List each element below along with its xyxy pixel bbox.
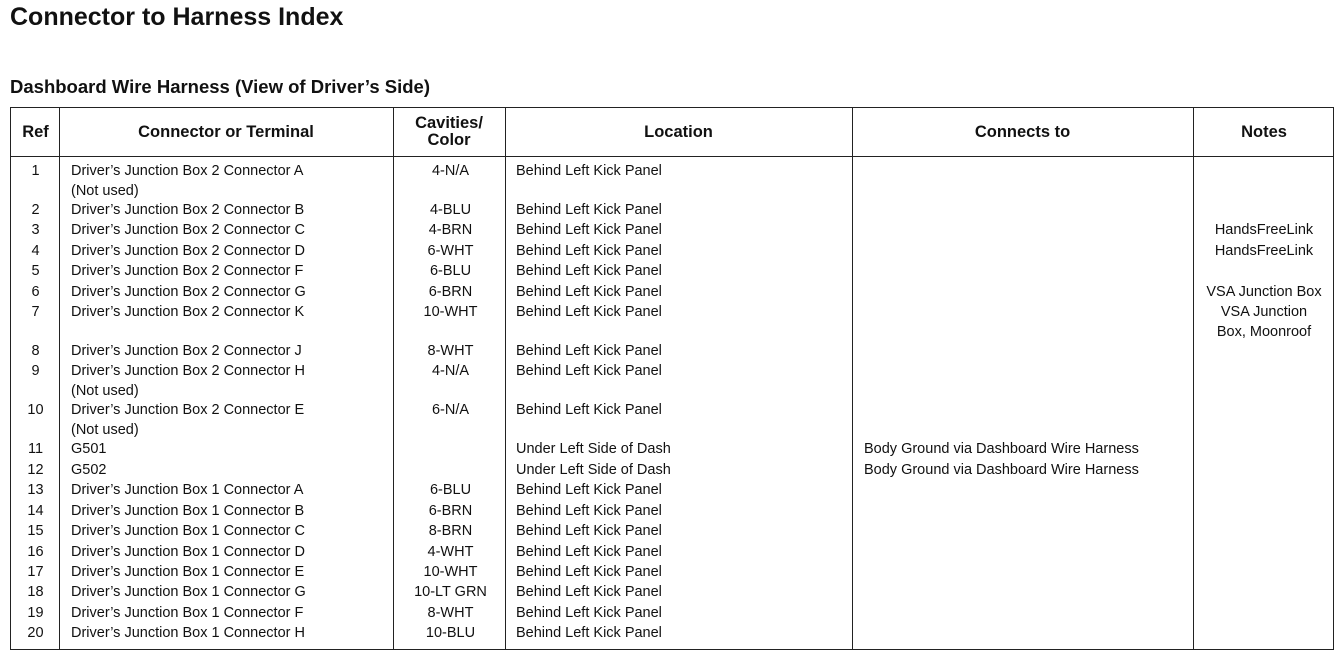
harness-table: [10, 107, 1334, 650]
cell-location: Behind Left Kick Panel: [516, 284, 662, 300]
cell-connector: Driver’s Junction Box 1 Connector B: [71, 503, 305, 519]
column-divider: [852, 108, 853, 649]
cell-location: Under Left Side of Dash: [516, 441, 671, 457]
cell-connector: Driver’s Junction Box 2 Connector A (Not used): [71, 163, 304, 199]
cell-ref: 3: [31, 222, 40, 238]
cell-ref: 4: [31, 243, 40, 259]
cell-location: Behind Left Kick Panel: [516, 503, 662, 519]
cell-cavities: 6-BLU: [429, 263, 472, 279]
cell-ref: 12: [27, 462, 44, 478]
cell-ref: 20: [27, 625, 44, 641]
cell-cavities: 6-N/A: [431, 402, 470, 418]
cell-cavities: 10-WHT: [423, 564, 478, 580]
cell-location: Behind Left Kick Panel: [516, 163, 662, 179]
cell-ref: 17: [27, 564, 44, 580]
cell-ref: 19: [27, 605, 44, 621]
cell-ref: 1: [31, 163, 40, 179]
header-ref: Ref: [22, 122, 49, 141]
cell-connector: Driver’s Junction Box 2 Connector H (Not used): [71, 363, 305, 399]
cell-cavities: 10-BLU: [425, 625, 476, 641]
cell-cavities: 4-BLU: [429, 202, 472, 218]
cell-notes: HandsFreeLink: [1214, 222, 1314, 238]
cell-ref: 16: [27, 544, 44, 560]
cell-connector: Driver’s Junction Box 1 Connector C: [71, 523, 305, 539]
cell-ref: 11: [27, 441, 44, 457]
cell-cavities: 4-WHT: [427, 544, 474, 560]
cell-connector: Driver’s Junction Box 2 Connector D: [71, 243, 305, 259]
page-title: Connector to Harness Index: [10, 3, 344, 31]
cell-cavities: 6-BRN: [428, 503, 473, 519]
cell-location: Behind Left Kick Panel: [516, 343, 662, 359]
cell-cavities: 8-WHT: [427, 343, 474, 359]
cell-connector: Driver’s Junction Box 1 Connector E: [71, 564, 305, 580]
cell-location: Under Left Side of Dash: [516, 462, 671, 478]
cell-connector: Driver’s Junction Box 1 Connector H: [71, 625, 305, 641]
header-connects-to: Connects to: [974, 122, 1071, 141]
cell-ref: 9: [31, 363, 40, 379]
cell-connector: Driver’s Junction Box 2 Connector G: [71, 284, 306, 300]
cell-location: Behind Left Kick Panel: [516, 523, 662, 539]
section-title: Dashboard Wire Harness (View of Driver’s Side): [10, 76, 430, 97]
cell-ref: 18: [27, 584, 44, 600]
cell-connector: Driver’s Junction Box 1 Connector A: [71, 482, 304, 498]
cell-ref: 8: [31, 343, 40, 359]
cell-cavities: 10-WHT: [423, 304, 478, 320]
cell-cavities: 8-BRN: [428, 523, 473, 539]
cell-location: Behind Left Kick Panel: [516, 304, 662, 320]
cell-connector: Driver’s Junction Box 1 Connector F: [71, 605, 304, 621]
header-location: Location: [644, 122, 713, 141]
cell-location: Behind Left Kick Panel: [516, 564, 662, 580]
cell-cavities: 4-N/A: [431, 163, 470, 179]
cell-location: Behind Left Kick Panel: [516, 605, 662, 621]
cell-connector: Driver’s Junction Box 1 Connector G: [71, 584, 306, 600]
header-connector: Connector or Terminal: [138, 122, 314, 141]
cell-ref: 13: [27, 482, 44, 498]
cell-connector: Driver’s Junction Box 2 Connector K: [71, 304, 305, 320]
cell-location: Behind Left Kick Panel: [516, 263, 662, 279]
cell-connector: Driver’s Junction Box 2 Connector J: [71, 343, 302, 359]
cell-connects-to: Body Ground via Dashboard Wire Harness: [864, 441, 1139, 457]
header-cavities: Cavities/ Color: [415, 114, 483, 149]
cell-cavities: 4-N/A: [431, 363, 470, 379]
column-divider: [393, 108, 394, 649]
cell-connector: G501: [71, 441, 107, 457]
cell-notes: VSA Junction Box: [1206, 284, 1322, 300]
cell-notes: VSA Junction Box, Moonroof: [1216, 304, 1312, 340]
header-divider: [11, 156, 1333, 157]
cell-location: Behind Left Kick Panel: [516, 363, 662, 379]
cell-ref: 6: [31, 284, 40, 300]
cell-connector: Driver’s Junction Box 2 Connector F: [71, 263, 304, 279]
cell-connector: Driver’s Junction Box 2 Connector B: [71, 202, 305, 218]
cell-connects-to: Body Ground via Dashboard Wire Harness: [864, 462, 1139, 478]
cell-location: Behind Left Kick Panel: [516, 625, 662, 641]
cell-connector: Driver’s Junction Box 2 Connector C: [71, 222, 305, 238]
cell-ref: 2: [31, 202, 40, 218]
cell-notes: HandsFreeLink: [1214, 243, 1314, 259]
cell-location: Behind Left Kick Panel: [516, 222, 662, 238]
cell-connector: G502: [71, 462, 107, 478]
cell-ref: 14: [27, 503, 44, 519]
cell-ref: 10: [27, 402, 44, 418]
cell-cavities: 8-WHT: [427, 605, 474, 621]
cell-connector: Driver’s Junction Box 2 Connector E (Not used): [71, 402, 305, 438]
cell-location: Behind Left Kick Panel: [516, 202, 662, 218]
cell-cavities: 6-WHT: [427, 243, 474, 259]
cell-ref: 5: [31, 263, 40, 279]
cell-location: Behind Left Kick Panel: [516, 243, 662, 259]
cell-cavities: 6-BRN: [428, 284, 473, 300]
cell-location: Behind Left Kick Panel: [516, 482, 662, 498]
cell-cavities: 4-BRN: [428, 222, 473, 238]
column-divider: [1193, 108, 1194, 649]
cell-ref: 7: [31, 304, 40, 320]
cell-cavities: 10-LT GRN: [414, 584, 487, 600]
cell-cavities: 6-BLU: [429, 482, 472, 498]
header-notes: Notes: [1241, 122, 1287, 141]
cell-location: Behind Left Kick Panel: [516, 402, 662, 418]
cell-location: Behind Left Kick Panel: [516, 584, 662, 600]
cell-location: Behind Left Kick Panel: [516, 544, 662, 560]
cell-connector: Driver’s Junction Box 1 Connector D: [71, 544, 305, 560]
cell-ref: 15: [27, 523, 44, 539]
